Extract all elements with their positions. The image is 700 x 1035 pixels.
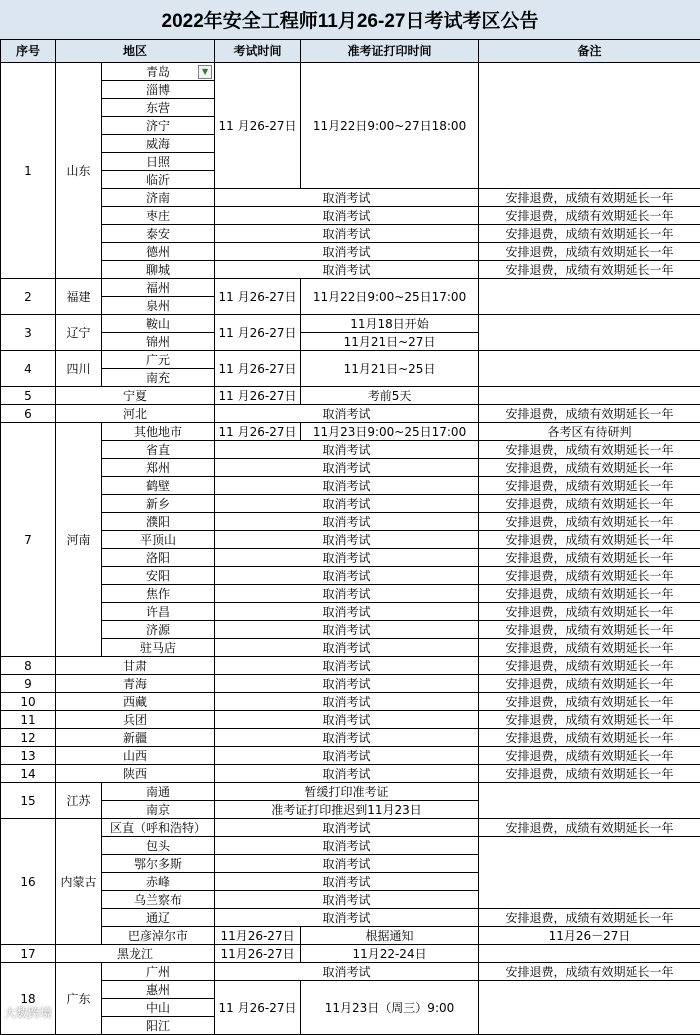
region-cell: 甘肃: [56, 657, 215, 675]
print-time-cell: 11月21日~25日: [301, 351, 479, 387]
table-row: [1, 531, 700, 549]
city-cell: 包头: [102, 837, 215, 855]
city-cell: 济源: [102, 621, 215, 639]
note-cell: 安排退费，成绩有效期延长一年: [479, 405, 700, 423]
city-cell: 南通: [102, 783, 215, 801]
table-row: [1, 567, 700, 585]
cancel-cell: 取消考试: [215, 855, 479, 873]
city-cell: 郑州: [102, 459, 215, 477]
table-row: [1, 549, 700, 567]
print-time-cell: 11月22日9:00~27日18:00: [301, 63, 479, 189]
city-cell: 省直: [102, 441, 215, 459]
city-cell: 鄂尔多斯: [102, 855, 215, 873]
city-cell: 泰安: [102, 225, 215, 243]
print-time-cell: 根据通知: [301, 927, 479, 945]
note-cell: 安排退费，成绩有效期延长一年: [479, 621, 700, 639]
header-region: 地区: [56, 40, 215, 63]
city-cell-selected[interactable]: [102, 63, 215, 81]
print-time-cell: 11月22-24日: [301, 945, 479, 963]
cancel-cell: 取消考试: [215, 621, 479, 639]
region-cell: 青海: [56, 675, 215, 693]
city-cell: 新乡: [102, 495, 215, 513]
cancel-cell: 取消考试: [215, 189, 479, 207]
table-row: [1, 513, 700, 531]
exam-time-cell: 11 月26-27日: [215, 351, 301, 387]
table-row: [1, 765, 700, 783]
print-time-cell: 11月23日9:00~25日17:00: [301, 423, 479, 441]
table-row: [1, 837, 700, 855]
cancel-cell: 取消考试: [215, 405, 479, 423]
city-cell: 赤峰: [102, 873, 215, 891]
province-cell: 广东: [56, 963, 102, 1035]
cancel-cell: 取消考试: [215, 243, 479, 261]
city-cell: 广元: [102, 351, 215, 369]
note-cell: [479, 279, 700, 315]
city-cell: 聊城: [102, 261, 215, 279]
cancel-cell: 取消考试: [215, 657, 479, 675]
table-row: [1, 675, 700, 693]
cancel-cell: 取消考试: [215, 837, 479, 855]
city-cell: 中山: [102, 999, 215, 1017]
print-time-cell: 11月23日（周三）9:00: [301, 981, 479, 1035]
note-cell: 安排退费，成绩有效期延长一年: [479, 909, 700, 927]
note-cell: 安排退费，成绩有效期延长一年: [479, 819, 700, 837]
cancel-cell: 取消考试: [215, 873, 479, 891]
cancel-cell: 取消考试: [215, 585, 479, 603]
seq-cell: 9: [1, 675, 56, 693]
exam-time-cell: 11 月26-27日: [215, 315, 301, 351]
note-cell: 安排退费，成绩有效期延长一年: [479, 513, 700, 531]
table-row: [1, 261, 700, 279]
city-cell: 其他地市: [102, 423, 215, 441]
note-cell: 各考区有待研判: [479, 423, 700, 441]
note-cell: 安排退费，成绩有效期延长一年: [479, 693, 700, 711]
table-row: [1, 225, 700, 243]
city-cell: 洛阳: [102, 549, 215, 567]
cancel-cell: 取消考试: [215, 495, 479, 513]
exam-time-cell: 11 月26-27日: [215, 387, 301, 405]
note-cell: 11月26－27日: [479, 927, 700, 945]
table-row: [1, 909, 700, 927]
table-row: [1, 783, 700, 801]
table-row: [1, 711, 700, 729]
notice-cell: 暂缓打印准考证: [215, 783, 479, 801]
seq-cell: 10: [1, 693, 56, 711]
note-cell: 安排退费，成绩有效期延长一年: [479, 261, 700, 279]
note-cell: [479, 945, 700, 963]
cancel-cell: 取消考试: [215, 459, 479, 477]
table-row: [1, 495, 700, 513]
city-label: 青岛: [146, 65, 170, 79]
city-cell: 阳江: [102, 1017, 215, 1035]
city-cell: 驻马店: [102, 639, 215, 657]
table-row: [1, 981, 700, 999]
seq-cell: 12: [1, 729, 56, 747]
seq-cell: 5: [1, 387, 56, 405]
note-cell: [479, 351, 700, 387]
exam-time-cell: 11月26-27日: [215, 945, 301, 963]
city-cell: 鹤壁: [102, 477, 215, 495]
note-cell: 安排退费，成绩有效期延长一年: [479, 657, 700, 675]
note-cell: 安排退费，成绩有效期延长一年: [479, 639, 700, 657]
cancel-cell: 取消考试: [215, 567, 479, 585]
table-row: [1, 351, 700, 369]
table-row: [1, 603, 700, 621]
table-row: [1, 657, 700, 675]
province-cell: 四川: [56, 351, 102, 387]
region-cell: 西藏: [56, 693, 215, 711]
region-cell: 新疆: [56, 729, 215, 747]
cancel-cell: 取消考试: [215, 225, 479, 243]
province-cell: 河南: [56, 423, 102, 657]
note-cell: 安排退费，成绩有效期延长一年: [479, 585, 700, 603]
note-cell: 安排退费，成绩有效期延长一年: [479, 207, 700, 225]
province-cell: 山东: [56, 63, 102, 279]
print-time-cell: 考前5天: [301, 387, 479, 405]
city-cell: 威海: [102, 135, 215, 153]
note-cell: [479, 315, 700, 351]
exam-time-cell: 11 月26-27日: [215, 981, 301, 1035]
region-cell: 宁夏: [56, 387, 215, 405]
cancel-cell: 取消考试: [215, 207, 479, 225]
city-cell: 鞍山: [102, 315, 215, 333]
seq-cell: 14: [1, 765, 56, 783]
city-cell: 乌兰察布: [102, 891, 215, 909]
note-cell: 安排退费，成绩有效期延长一年: [479, 459, 700, 477]
table-row: [1, 387, 700, 405]
province-cell: 辽宁: [56, 315, 102, 351]
table-row: [1, 747, 700, 765]
dropdown-arrow-icon[interactable]: ▼: [198, 65, 212, 79]
print-time-cell: 11月18日开始: [301, 315, 479, 333]
region-cell: 山西: [56, 747, 215, 765]
cancel-cell: 取消考试: [215, 891, 479, 909]
header-note: 备注: [479, 40, 700, 63]
note-cell: 安排退费，成绩有效期延长一年: [479, 963, 700, 981]
header-row: [1, 40, 700, 63]
city-cell: 巴彦淖尔市: [102, 927, 215, 945]
header-print-time: 准考证打印时间: [301, 40, 479, 63]
city-cell: 南充: [102, 369, 215, 387]
exam-table-wrapper: [0, 39, 700, 1035]
note-cell: [479, 981, 700, 1035]
cancel-cell: 取消考试: [215, 261, 479, 279]
note-cell: 安排退费，成绩有效期延长一年: [479, 189, 700, 207]
city-cell: 区直（呼和浩特）: [102, 819, 215, 837]
cancel-cell: 取消考试: [215, 909, 479, 927]
table-row: [1, 405, 700, 423]
region-cell: 兵团: [56, 711, 215, 729]
cancel-cell: 取消考试: [215, 675, 479, 693]
table-row: [1, 621, 700, 639]
note-cell: 安排退费，成绩有效期延长一年: [479, 225, 700, 243]
seq-cell: 4: [1, 351, 56, 387]
cancel-cell: 取消考试: [215, 963, 479, 981]
city-cell: 泉州: [102, 297, 215, 315]
note-cell: [479, 783, 700, 819]
table-row: [1, 315, 700, 333]
exam-table: [0, 39, 700, 1035]
print-time-cell: 11月22日9:00~25日17:00: [301, 279, 479, 315]
table-row: [1, 477, 700, 495]
table-row: [1, 243, 700, 261]
header-seq: 序号: [1, 40, 56, 63]
cancel-cell: 取消考试: [215, 441, 479, 459]
table-row: [1, 819, 700, 837]
header-exam-time: 考试时间: [215, 40, 301, 63]
table-row: [1, 207, 700, 225]
note-cell: [479, 63, 700, 189]
table-row: [1, 441, 700, 459]
cancel-cell: 取消考试: [215, 513, 479, 531]
note-cell: 安排退费，成绩有效期延长一年: [479, 729, 700, 747]
seq-cell: 3: [1, 315, 56, 351]
note-cell: 安排退费，成绩有效期延长一年: [479, 477, 700, 495]
cancel-cell: 取消考试: [215, 639, 479, 657]
province-cell: 江苏: [56, 783, 102, 819]
city-cell: 许昌: [102, 603, 215, 621]
city-cell: 平顶山: [102, 531, 215, 549]
city-cell: 枣庄: [102, 207, 215, 225]
seq-cell: 8: [1, 657, 56, 675]
note-cell: 安排退费，成绩有效期延长一年: [479, 711, 700, 729]
province-cell: 内蒙古: [56, 819, 102, 945]
seq-cell: 13: [1, 747, 56, 765]
city-cell: 南京: [102, 801, 215, 819]
note-cell: 安排退费，成绩有效期延长一年: [479, 567, 700, 585]
seq-cell: 6: [1, 405, 56, 423]
region-cell: 陕西: [56, 765, 215, 783]
region-cell: 河北: [56, 405, 215, 423]
cancel-cell: 取消考试: [215, 819, 479, 837]
note-cell: 安排退费，成绩有效期延长一年: [479, 495, 700, 513]
note-cell: [479, 387, 700, 405]
seq-cell: 15: [1, 783, 56, 819]
region-cell: 黑龙江: [56, 945, 215, 963]
note-cell: 安排退费，成绩有效期延长一年: [479, 603, 700, 621]
page-title: 2022年安全工程师11月26-27日考试考区公告: [0, 0, 700, 39]
city-cell: 福州: [102, 279, 215, 297]
exam-time-cell: 11 月26-27日: [215, 63, 301, 189]
note-cell: 安排退费，成绩有效期延长一年: [479, 531, 700, 549]
cancel-cell: 取消考试: [215, 531, 479, 549]
city-cell: 通辽: [102, 909, 215, 927]
city-cell: 广州: [102, 963, 215, 981]
notice-cell: 准考证打印推迟到11月23日: [215, 801, 479, 819]
cancel-cell: 取消考试: [215, 549, 479, 567]
table-row: [1, 585, 700, 603]
city-cell: 锦州: [102, 333, 215, 351]
table-row: [1, 423, 700, 441]
city-cell: 临沂: [102, 171, 215, 189]
city-cell: 濮阳: [102, 513, 215, 531]
city-cell: 焦作: [102, 585, 215, 603]
exam-time-cell: 11 月26-27日: [215, 279, 301, 315]
seq-cell: 11: [1, 711, 56, 729]
seq-cell: 17: [1, 945, 56, 963]
province-cell: 福建: [56, 279, 102, 315]
cancel-cell: 取消考试: [215, 693, 479, 711]
cancel-cell: 取消考试: [215, 729, 479, 747]
city-cell: 惠州: [102, 981, 215, 999]
city-cell: 安阳: [102, 567, 215, 585]
city-cell: 济南: [102, 189, 215, 207]
city-cell: 淄博: [102, 81, 215, 99]
city-cell: 日照: [102, 153, 215, 171]
note-cell: 安排退费，成绩有效期延长一年: [479, 675, 700, 693]
cancel-cell: 取消考试: [215, 477, 479, 495]
exam-time-cell: 11 月26-27日: [215, 423, 301, 441]
table-row: [1, 639, 700, 657]
note-cell: 安排退费，成绩有效期延长一年: [479, 549, 700, 567]
table-row: [1, 945, 700, 963]
table-row: [1, 693, 700, 711]
city-cell: 东营: [102, 99, 215, 117]
table-row: [1, 189, 700, 207]
note-cell: 安排退费，成绩有效期延长一年: [479, 441, 700, 459]
city-cell: 济宁: [102, 117, 215, 135]
seq-cell: 2: [1, 279, 56, 315]
seq-cell: 18: [1, 963, 56, 1035]
note-cell: 安排退费，成绩有效期延长一年: [479, 747, 700, 765]
table-row: [1, 927, 700, 945]
cancel-cell: 取消考试: [215, 747, 479, 765]
cancel-cell: 取消考试: [215, 765, 479, 783]
exam-time-cell: 11月26-27日: [215, 927, 301, 945]
print-time-cell: 11月21日~27日: [301, 333, 479, 351]
table-row: [1, 279, 700, 297]
note-cell: [479, 837, 700, 909]
note-cell: 安排退费，成绩有效期延长一年: [479, 243, 700, 261]
cancel-cell: 取消考试: [215, 711, 479, 729]
table-row: [1, 729, 700, 747]
city-cell: 德州: [102, 243, 215, 261]
seq-cell: 16: [1, 819, 56, 945]
watermark: 大数跨境: [4, 1004, 52, 1021]
seq-cell: 1: [1, 63, 56, 279]
note-cell: 安排退费，成绩有效期延长一年: [479, 765, 700, 783]
table-row: [1, 63, 700, 81]
table-row: [1, 963, 700, 981]
cancel-cell: 取消考试: [215, 603, 479, 621]
table-row: [1, 459, 700, 477]
seq-cell: 7: [1, 423, 56, 657]
